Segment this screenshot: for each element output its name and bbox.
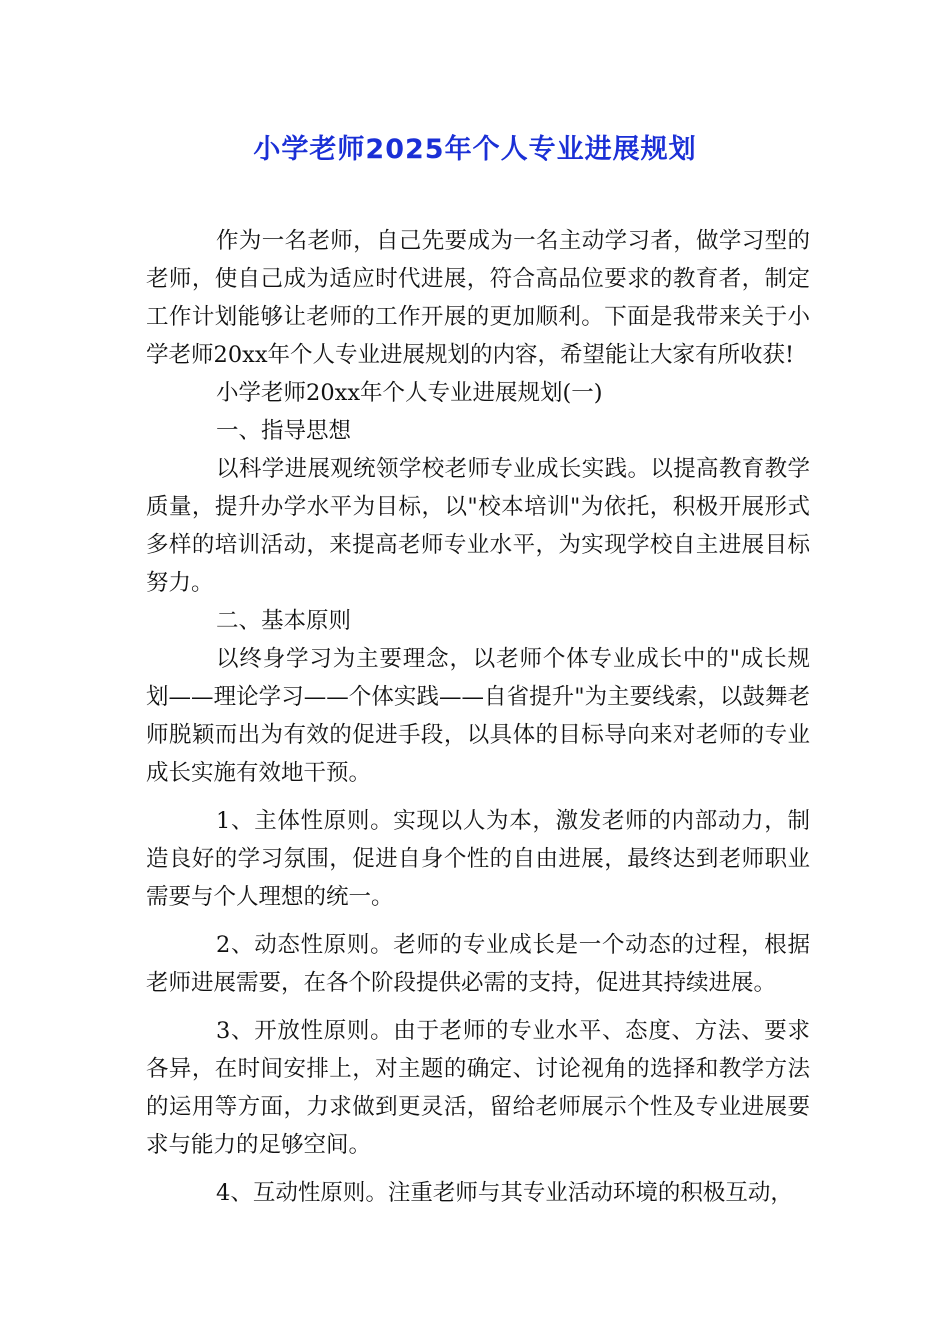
principle-1-paragraph: 1、主体性原则。实现以人为本，激发老师的内部动力，制造良好的学习氛围，促进自身个性的自由进展，最终达到老师职业需要与个人理想的统一。	[146, 808, 810, 910]
section-title: 小学老师20xx年个人专业进展规划(一)	[216, 380, 603, 406]
principle-4-paragraph: 4、互动性原则。注重老师与其专业活动环境的积极互动，	[216, 1180, 793, 1206]
intro-paragraph: 作为一名老师，自己先要成为一名主动学习者，做学习型的老师，使自己成为适应时代进展，符合高品位要求的教育者，制定工作计划能够让老师的工作开展的更加顺利。下面是我带来关于小学老师20xx年个人专业进展规划的内容，希望能让大家有所收获!	[146, 228, 810, 368]
principle-3-paragraph: 3、开放性原则。由于老师的专业水平、态度、方法、要求各异，在时间安排上，对主题的确定、讨论视角的选择和教学方法的运用等方面，力求做到更灵活，留给老师展示个性及专业进展要求与能力的足够空间。	[146, 1018, 810, 1158]
document-title: 小学老师2025年个人专业进展规划	[253, 134, 697, 165]
heading-basic-principles: 二、基本原则	[216, 608, 352, 634]
heading-guiding-ideology: 一、指导思想	[216, 418, 352, 444]
document-body	[146, 222, 810, 1212]
basic-principles-paragraph: 以终身学习为主要理念，以老师个体专业成长中的"成长规划——理论学习——个体实践——自省提升"为主要线索，以鼓舞老师脱颖而出为有效的促进手段，以具体的目标导向来对老师的专业成长实施有效地干预。	[146, 646, 810, 786]
guiding-ideology-paragraph: 以科学进展观统领学校老师专业成长实践。以提高教育教学质量，提升办学水平为目标，以"校本培训"为依托，积极开展形式多样的培训活动，来提高老师专业水平，为实现学校自主进展目标努力。	[146, 456, 810, 596]
principle-2-paragraph: 2、动态性原则。老师的专业成长是一个动态的过程，根据老师进展需要，在各个阶段提供必需的支持，促进其持续进展。	[146, 932, 810, 996]
